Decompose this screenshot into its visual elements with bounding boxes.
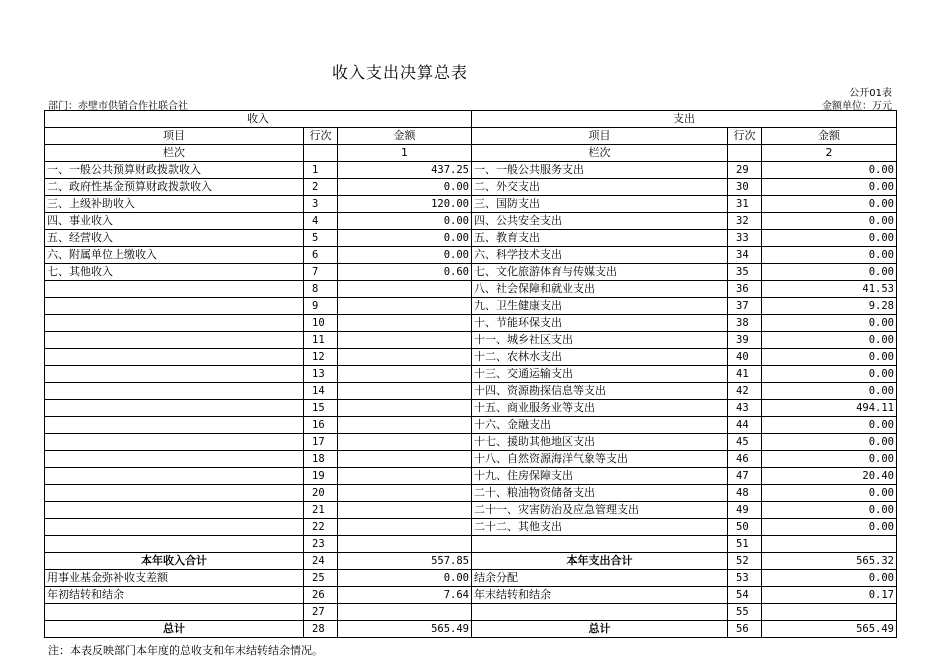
expense-item-cell: 十四、资源勘探信息等支出 [472,383,728,400]
income-amount-cell: 0.00 [338,213,472,230]
income-amount-cell [338,485,472,502]
expense-line-cell: 32 [728,213,762,230]
income-amount-cell [338,383,472,400]
income-line-cell: 23 [304,536,338,553]
income-item-cell: 四、事业收入 [45,213,304,230]
expense-item-cell [472,536,728,553]
income-line-cell: 13 [304,366,338,383]
table-row [45,315,897,332]
department-label: 部门：赤壁市供销合作社联合社 [48,101,188,112]
income-line-cell: 21 [304,502,338,519]
expense-line-cell: 51 [728,536,762,553]
expense-amount-cell: 20.40 [762,468,897,485]
expense-line-cell: 47 [728,468,762,485]
income-line-cell: 16 [304,417,338,434]
income-item-cell [45,604,304,621]
income-amount-cell: 0.00 [338,247,472,264]
expense-amount-cell: 0.00 [762,196,897,213]
table-row [45,468,897,485]
table-row [45,349,897,366]
expense-item-cell: 六、科学技术支出 [472,247,728,264]
table-row [45,417,897,434]
income-line-cell: 25 [304,570,338,587]
expense-line-cell: 53 [728,570,762,587]
expense-line-cell: 56 [728,621,762,638]
income-lanci-label: 栏次 [45,145,304,162]
income-line-cell: 10 [304,315,338,332]
expense-line-cell: 44 [728,417,762,434]
expense-line-cell: 42 [728,383,762,400]
expense-amount-cell: 0.00 [762,434,897,451]
income-item-cell [45,332,304,349]
income-line-cell: 15 [304,400,338,417]
expense-line-cell: 29 [728,162,762,179]
expense-item-cell: 十五、商业服务业等支出 [472,400,728,417]
table-row [45,366,897,383]
table-row [45,400,897,417]
page-title: 收入支出决算总表 [331,63,468,82]
expense-amount-cell: 0.00 [762,485,897,502]
expense-amount-cell: 0.00 [762,383,897,400]
expense-item-cell: 十八、自然资源海洋气象等支出 [472,451,728,468]
expense-item-cell: 年末结转和结余 [472,587,728,604]
form-code: 公开01表 [849,88,892,99]
income-item-cell [45,485,304,502]
income-item-cell [45,281,304,298]
income-item-cell [45,383,304,400]
expense-amount-cell: 494.11 [762,400,897,417]
income-amount-cell [338,400,472,417]
expense-item-header: 项目 [472,128,728,145]
table-row [45,281,897,298]
expense-item-cell: 本年支出合计 [472,553,728,570]
expense-amount-cell: 9.28 [762,298,897,315]
income-line-cell: 19 [304,468,338,485]
column-header-row [45,128,897,145]
unit-label: 金额单位：万元 [822,101,892,112]
expense-line-cell: 46 [728,451,762,468]
expense-item-cell: 十三、交通运输支出 [472,366,728,383]
table-row [45,247,897,264]
expense-item-cell: 十七、援助其他地区支出 [472,434,728,451]
expense-line-cell: 40 [728,349,762,366]
expense-amount-cell: 0.00 [762,417,897,434]
income-item-cell [45,315,304,332]
expense-amount-cell: 0.00 [762,332,897,349]
income-item-cell [45,366,304,383]
expense-amount-cell: 0.00 [762,213,897,230]
income-amount-cell [338,332,472,349]
expense-item-cell [472,604,728,621]
budget-table [44,110,897,638]
expense-line-cell: 30 [728,179,762,196]
table-row [45,519,897,536]
table-row [45,502,897,519]
income-column-number: 1 [338,145,472,162]
income-amount-cell [338,604,472,621]
table-row [45,587,897,604]
income-item-cell: 年初结转和结余 [45,587,304,604]
income-line-cell: 1 [304,162,338,179]
income-line-cell: 28 [304,621,338,638]
income-item-cell [45,519,304,536]
expense-amount-cell [762,536,897,553]
table-row [45,621,897,638]
table-row [45,230,897,247]
expense-line-cell: 55 [728,604,762,621]
expense-amount-cell: 41.53 [762,281,897,298]
expense-line-cell: 45 [728,434,762,451]
table-row [45,485,897,502]
expense-line-cell: 41 [728,366,762,383]
income-line-cell: 3 [304,196,338,213]
income-item-cell: 七、其他收入 [45,264,304,281]
expense-line-cell: 33 [728,230,762,247]
income-item-cell [45,298,304,315]
expense-amount-cell: 0.00 [762,247,897,264]
table-row [45,196,897,213]
table-row [45,264,897,281]
income-amount-cell [338,366,472,383]
income-line-cell: 26 [304,587,338,604]
expense-item-cell: 八、社会保障和就业支出 [472,281,728,298]
income-item-cell: 本年收入合计 [45,553,304,570]
income-amount-cell: 0.00 [338,570,472,587]
income-item-cell: 总计 [45,621,304,638]
expense-item-cell: 五、教育支出 [472,230,728,247]
expense-item-cell: 一、一般公共服务支出 [472,162,728,179]
expense-line-cell: 35 [728,264,762,281]
income-amount-cell [338,502,472,519]
table-row [45,213,897,230]
expense-item-cell: 七、文化旅游体育与传媒支出 [472,264,728,281]
expense-line-header: 行次 [728,128,762,145]
income-item-header: 项目 [45,128,304,145]
income-item-cell [45,502,304,519]
income-line-cell: 2 [304,179,338,196]
expense-amount-cell: 565.49 [762,621,897,638]
income-line-cell: 6 [304,247,338,264]
expense-line-cell: 48 [728,485,762,502]
income-amount-cell [338,468,472,485]
table-row [45,451,897,468]
income-line-header: 行次 [304,128,338,145]
expense-line-cell: 38 [728,315,762,332]
income-line-cell: 20 [304,485,338,502]
expense-line-cell: 54 [728,587,762,604]
income-amount-cell: 437.25 [338,162,472,179]
income-item-cell: 六、附属单位上缴收入 [45,247,304,264]
expense-line-cell: 50 [728,519,762,536]
income-item-cell: 二、政府性基金预算财政拨款收入 [45,179,304,196]
expense-item-cell: 二十一、灾害防治及应急管理支出 [472,502,728,519]
table-row [45,162,897,179]
income-line-cell: 17 [304,434,338,451]
expense-amount-cell: 0.00 [762,349,897,366]
column-number-row [45,145,897,162]
expense-line-cell: 49 [728,502,762,519]
expense-amount-cell [762,604,897,621]
footnote: 注：本表反映部门本年度的总收支和年末结转结余情况。 [48,644,323,657]
expense-item-cell: 十一、城乡社区支出 [472,332,728,349]
section-expense-header: 支出 [472,111,897,128]
expense-amount-cell: 0.00 [762,570,897,587]
income-amount-cell: 0.00 [338,230,472,247]
expense-amount-cell: 0.00 [762,366,897,383]
expense-column-number: 2 [762,145,897,162]
income-line-cell: 5 [304,230,338,247]
expense-item-cell: 十六、金融支出 [472,417,728,434]
section-income-header: 收入 [45,111,472,128]
expense-line-cell: 34 [728,247,762,264]
expense-item-cell: 二十二、其他支出 [472,519,728,536]
income-line-cell: 22 [304,519,338,536]
income-amount-cell: 0.00 [338,179,472,196]
income-line-cell: 11 [304,332,338,349]
expense-amount-cell: 0.00 [762,230,897,247]
table-row [45,536,897,553]
expense-item-cell: 四、公共安全支出 [472,213,728,230]
income-amount-cell: 557.85 [338,553,472,570]
income-amount-cell [338,417,472,434]
table-row [45,570,897,587]
expense-amount-cell: 0.00 [762,451,897,468]
income-amount-cell [338,349,472,366]
expense-line-cell: 31 [728,196,762,213]
expense-amount-cell: 0.00 [762,519,897,536]
expense-item-cell: 二十、粮油物资储备支出 [472,485,728,502]
expense-item-cell: 结余分配 [472,570,728,587]
income-amount-cell [338,451,472,468]
income-line-cell: 12 [304,349,338,366]
expense-amount-cell: 565.32 [762,553,897,570]
income-item-cell [45,434,304,451]
income-amount-cell [338,536,472,553]
income-line-cell: 4 [304,213,338,230]
expense-item-cell: 九、卫生健康支出 [472,298,728,315]
income-line-cell: 9 [304,298,338,315]
expense-amount-header: 金额 [762,128,897,145]
expense-amount-cell: 0.00 [762,162,897,179]
income-amount-cell [338,519,472,536]
expense-amount-cell: 0.17 [762,587,897,604]
expense-line-cell: 36 [728,281,762,298]
income-item-cell: 三、上级补助收入 [45,196,304,213]
income-line-cell: 7 [304,264,338,281]
income-item-cell [45,400,304,417]
expense-amount-cell: 0.00 [762,179,897,196]
table-row [45,179,897,196]
income-item-cell: 用事业基金弥补收支差额 [45,570,304,587]
income-amount-cell: 0.60 [338,264,472,281]
table-row [45,553,897,570]
income-amount-cell [338,315,472,332]
expense-amount-cell: 0.00 [762,315,897,332]
expense-item-cell: 十二、农林水支出 [472,349,728,366]
income-amount-cell: 565.49 [338,621,472,638]
section-header-row [45,111,897,128]
expense-lanci-blank [728,145,762,162]
expense-lanci-label: 栏次 [472,145,728,162]
income-amount-cell: 120.00 [338,196,472,213]
table-row [45,434,897,451]
income-item-cell [45,536,304,553]
expense-item-cell: 二、外交支出 [472,179,728,196]
expense-item-cell: 总计 [472,621,728,638]
table-row [45,383,897,400]
income-amount-cell [338,434,472,451]
income-item-cell [45,349,304,366]
expense-line-cell: 37 [728,298,762,315]
income-amount-cell: 7.64 [338,587,472,604]
table-row [45,332,897,349]
expense-item-cell: 十九、住房保障支出 [472,468,728,485]
expense-item-cell: 十、节能环保支出 [472,315,728,332]
income-lanci-blank [304,145,338,162]
expense-item-cell: 三、国防支出 [472,196,728,213]
income-item-cell: 五、经营收入 [45,230,304,247]
expense-line-cell: 39 [728,332,762,349]
expense-line-cell: 52 [728,553,762,570]
expense-amount-cell: 0.00 [762,264,897,281]
income-item-cell [45,468,304,485]
table-row [45,604,897,621]
expense-amount-cell: 0.00 [762,502,897,519]
table-row [45,298,897,315]
income-line-cell: 14 [304,383,338,400]
income-item-cell [45,417,304,434]
income-amount-cell [338,281,472,298]
income-item-cell: 一、一般公共预算财政拨款收入 [45,162,304,179]
income-line-cell: 18 [304,451,338,468]
expense-line-cell: 43 [728,400,762,417]
income-line-cell: 27 [304,604,338,621]
income-item-cell [45,451,304,468]
income-line-cell: 8 [304,281,338,298]
income-amount-header: 金额 [338,128,472,145]
income-amount-cell [338,298,472,315]
income-line-cell: 24 [304,553,338,570]
